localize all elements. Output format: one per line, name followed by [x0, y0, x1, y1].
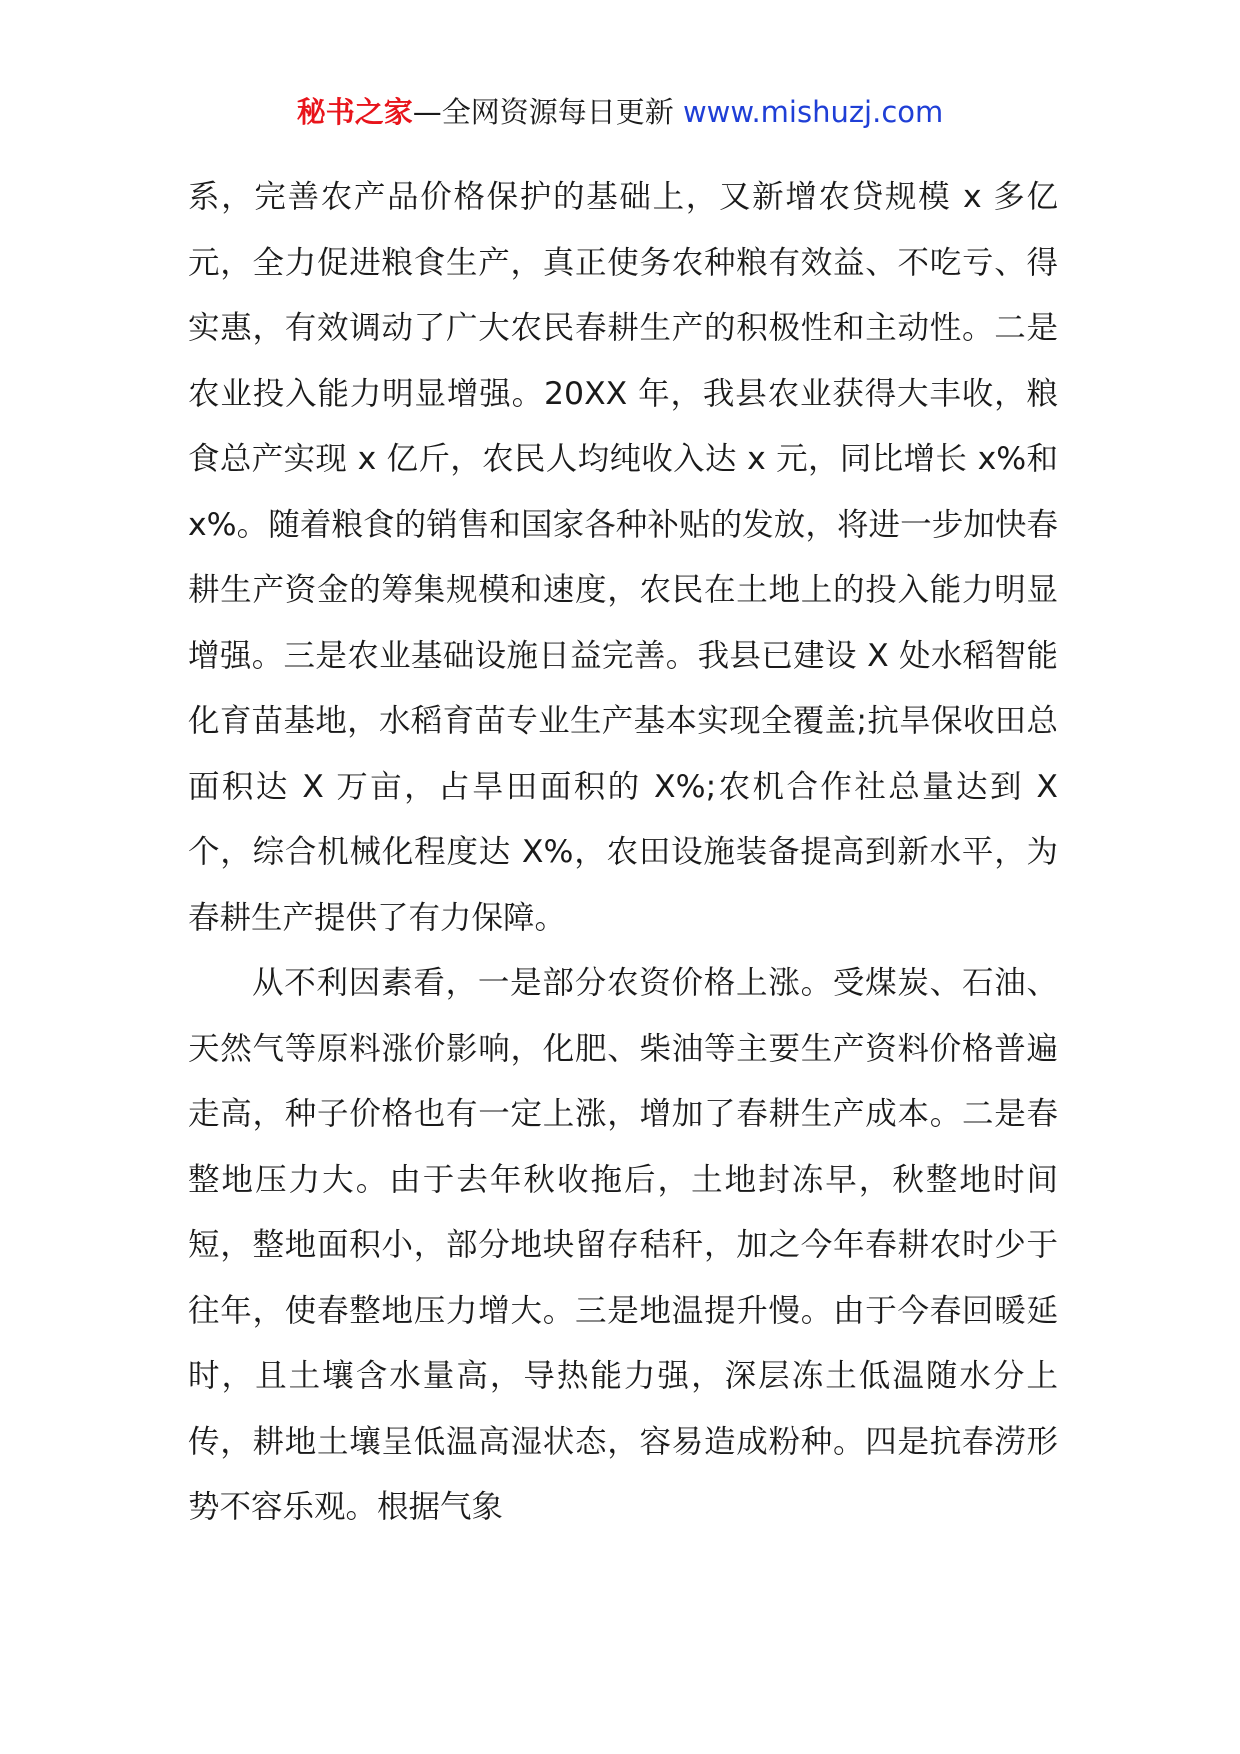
site-header — [0, 92, 1240, 132]
site-slogan: —全网资源每日更新 — [412, 95, 683, 129]
site-brand: 秘书之家 — [296, 95, 413, 129]
document-body — [188, 165, 1058, 1541]
site-url-link[interactable]: www.mishuzj.com — [682, 95, 944, 129]
paragraph-unfavorable-factors: 从不利因素看，一是部分农资价格上涨。受煤炭、石油、天然气等原料涨价影响，化肥、柴油等主要生产资料价格普遍走高，种子价格也有一定上涨，增加了春耕生产成本。二是春整地压力大。由于去年秋收拖后，土地封冻早，秋整地时间短，整地面积小，部分地块留存秸秆，加之今年春耕农时少于往年，使春整地压力增大。三是地温提升慢。由于今春回暖延时，且土壤含水量高，导热能力强，深层冻土低温随水分上传，耕地土壤呈低温高湿状态，容易造成粉种。四是抗春涝形势不容乐观。根据气象 — [188, 965, 1058, 1525]
paragraph-continued: 系，完善农产品价格保护的基础上，又新增农贷规模 x 多亿元，全力促进粮食生产，真正使务农种粮有效益、不吃亏、得实惠，有效调动了广大农民春耕生产的积极性和主动性。二是农业投入能力明显增强。20XX 年，我县农业获得大丰收，粮食总产实现 x 亿斤，农民人均纯收入达 x 元，同比增长 x%和 x%。随着粮食的销售和国家各种补贴的发放，将进一步加快春耕生产资金的筹集规模和速度，农民在土地上的投入能力明显增强。三是农业基础设施日益完善。我县已建设 X 处水稻智能化育苗基地，水稻育苗专业生产基本实现全覆盖;抗旱保收田总面积达 X 万亩，占旱田面积的 X%;农机合作社总量达到 X 个，综合机械化程度达 X%，农田设施装备提高到新水平，为春耕生产提供了有力保障。 — [188, 179, 1058, 936]
